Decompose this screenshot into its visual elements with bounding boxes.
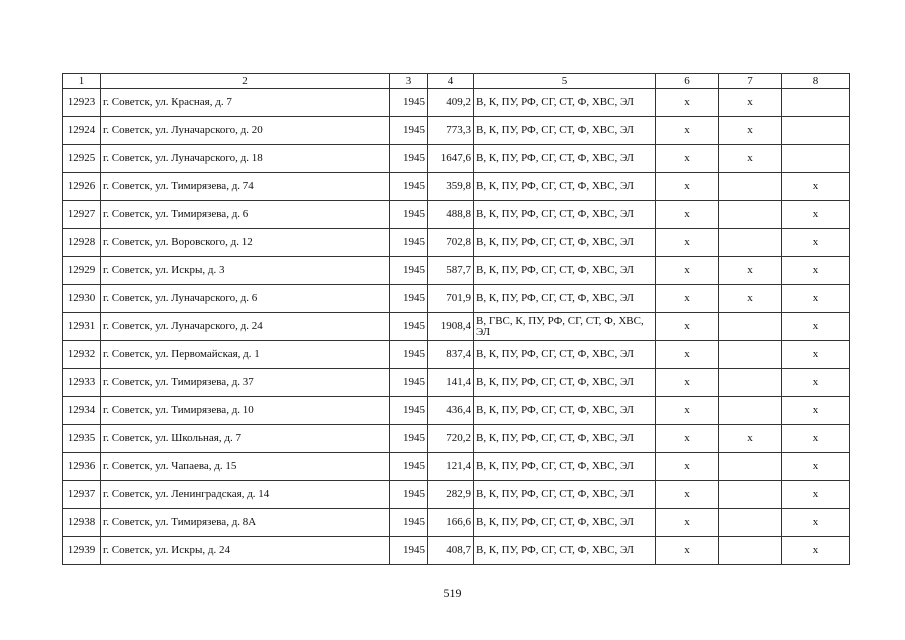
- cell-mark-8: x: [782, 285, 850, 313]
- cell-year: 1945: [390, 229, 428, 257]
- page-number: 519: [443, 586, 462, 600]
- cell-mark-6: x: [656, 341, 719, 369]
- cell-mark-7: [719, 229, 782, 257]
- cell-mark-8: [782, 145, 850, 173]
- header-col-2: 2: [101, 74, 390, 89]
- cell-address: г. Советск, ул. Школьная, д. 7: [101, 425, 390, 453]
- cell-mark-8: x: [782, 537, 850, 565]
- header-col-4: 4: [428, 74, 474, 89]
- cell-mark-7: x: [719, 145, 782, 173]
- cell-services: В, К, ПУ, РФ, СГ, СТ, Ф, ХВС, ЭЛ: [474, 369, 656, 397]
- cell-mark-8: x: [782, 481, 850, 509]
- table-row: [63, 425, 850, 453]
- cell-address: г. Советск, ул. Луначарского, д. 20: [101, 117, 390, 145]
- header-col-8: 8: [782, 74, 850, 89]
- cell-id: 12926: [63, 173, 101, 201]
- cell-area: 166,6: [428, 509, 474, 537]
- cell-year: 1945: [390, 341, 428, 369]
- cell-year: 1945: [390, 509, 428, 537]
- cell-id: 12930: [63, 285, 101, 313]
- cell-area: 141,4: [428, 369, 474, 397]
- header-col-6: 6: [656, 74, 719, 89]
- table-row: [63, 313, 850, 341]
- cell-mark-7: x: [719, 117, 782, 145]
- cell-area: 436,4: [428, 397, 474, 425]
- cell-id: 12925: [63, 145, 101, 173]
- cell-mark-8: x: [782, 509, 850, 537]
- table-row: [63, 145, 850, 173]
- cell-services: В, К, ПУ, РФ, СГ, СТ, Ф, ХВС, ЭЛ: [474, 201, 656, 229]
- cell-address: г. Советск, ул. Первомайская, д. 1: [101, 341, 390, 369]
- cell-year: 1945: [390, 481, 428, 509]
- cell-address: г. Советск, ул. Тимирязева, д. 37: [101, 369, 390, 397]
- cell-mark-7: [719, 313, 782, 341]
- cell-mark-8: x: [782, 229, 850, 257]
- cell-mark-8: x: [782, 453, 850, 481]
- cell-area: 121,4: [428, 453, 474, 481]
- table-row: [63, 397, 850, 425]
- header-col-7: 7: [719, 74, 782, 89]
- cell-area: 282,9: [428, 481, 474, 509]
- cell-mark-7: [719, 397, 782, 425]
- cell-services: В, К, ПУ, РФ, СГ, СТ, Ф, ХВС, ЭЛ: [474, 229, 656, 257]
- cell-mark-8: x: [782, 425, 850, 453]
- cell-id: 12932: [63, 341, 101, 369]
- cell-mark-6: x: [656, 397, 719, 425]
- cell-year: 1945: [390, 257, 428, 285]
- cell-year: 1945: [390, 313, 428, 341]
- cell-mark-7: x: [719, 285, 782, 313]
- cell-mark-7: [719, 369, 782, 397]
- cell-mark-6: x: [656, 145, 719, 173]
- cell-area: 702,8: [428, 229, 474, 257]
- cell-address: г. Советск, ул. Воровского, д. 12: [101, 229, 390, 257]
- table-row: [63, 201, 850, 229]
- cell-area: 1647,6: [428, 145, 474, 173]
- cell-services: В, К, ПУ, РФ, СГ, СТ, Ф, ХВС, ЭЛ: [474, 537, 656, 565]
- cell-mark-7: x: [719, 89, 782, 117]
- cell-area: 488,8: [428, 201, 474, 229]
- cell-mark-7: x: [719, 425, 782, 453]
- cell-mark-8: x: [782, 369, 850, 397]
- cell-year: 1945: [390, 369, 428, 397]
- cell-services: В, К, ПУ, РФ, СГ, СТ, Ф, ХВС, ЭЛ: [474, 257, 656, 285]
- table-row: [63, 285, 850, 313]
- cell-year: 1945: [390, 425, 428, 453]
- cell-year: 1945: [390, 117, 428, 145]
- cell-address: г. Советск, ул. Тимирязева, д. 10: [101, 397, 390, 425]
- cell-address: г. Советск, ул. Луначарского, д. 24: [101, 313, 390, 341]
- cell-id: 12935: [63, 425, 101, 453]
- cell-address: г. Советск, ул. Чапаева, д. 15: [101, 453, 390, 481]
- cell-mark-6: x: [656, 89, 719, 117]
- table-row: [63, 89, 850, 117]
- cell-year: 1945: [390, 285, 428, 313]
- cell-address: г. Советск, ул. Луначарского, д. 18: [101, 145, 390, 173]
- cell-services: В, К, ПУ, РФ, СГ, СТ, Ф, ХВС, ЭЛ: [474, 285, 656, 313]
- cell-services: В, К, ПУ, РФ, СГ, СТ, Ф, ХВС, ЭЛ: [474, 89, 656, 117]
- cell-services: В, К, ПУ, РФ, СГ, СТ, Ф, ХВС, ЭЛ: [474, 453, 656, 481]
- cell-address: г. Советск, ул. Красная, д. 7: [101, 89, 390, 117]
- cell-services: В, К, ПУ, РФ, СГ, СТ, Ф, ХВС, ЭЛ: [474, 173, 656, 201]
- cell-area: 773,3: [428, 117, 474, 145]
- cell-mark-6: x: [656, 285, 719, 313]
- cell-address: г. Советск, ул. Искры, д. 3: [101, 257, 390, 285]
- cell-id: 12923: [63, 89, 101, 117]
- cell-mark-6: x: [656, 117, 719, 145]
- cell-mark-7: [719, 341, 782, 369]
- cell-mark-8: x: [782, 341, 850, 369]
- cell-id: 12939: [63, 537, 101, 565]
- cell-address: г. Советск, ул. Искры, д. 24: [101, 537, 390, 565]
- cell-area: 587,7: [428, 257, 474, 285]
- table-row: [63, 229, 850, 257]
- cell-services: В, К, ПУ, РФ, СГ, СТ, Ф, ХВС, ЭЛ: [474, 425, 656, 453]
- cell-mark-6: x: [656, 229, 719, 257]
- cell-mark-6: x: [656, 509, 719, 537]
- table-row: [63, 341, 850, 369]
- table-body: [63, 89, 850, 565]
- cell-mark-8: x: [782, 397, 850, 425]
- table-row: [63, 453, 850, 481]
- cell-year: 1945: [390, 201, 428, 229]
- cell-mark-6: x: [656, 481, 719, 509]
- cell-area: 409,2: [428, 89, 474, 117]
- cell-mark-7: [719, 453, 782, 481]
- cell-id: 12924: [63, 117, 101, 145]
- cell-services: В, К, ПУ, РФ, СГ, СТ, Ф, ХВС, ЭЛ: [474, 509, 656, 537]
- cell-year: 1945: [390, 453, 428, 481]
- cell-id: 12938: [63, 509, 101, 537]
- cell-year: 1945: [390, 145, 428, 173]
- cell-mark-6: x: [656, 257, 719, 285]
- header-col-3: 3: [390, 74, 428, 89]
- cell-mark-7: [719, 509, 782, 537]
- header-col-5: 5: [474, 74, 656, 89]
- cell-year: 1945: [390, 397, 428, 425]
- header-col-1: 1: [63, 74, 101, 89]
- cell-address: г. Советск, ул. Тимирязева, д. 8А: [101, 509, 390, 537]
- header-row: [63, 74, 850, 89]
- cell-id: 12934: [63, 397, 101, 425]
- cell-mark-7: [719, 481, 782, 509]
- cell-area: 837,4: [428, 341, 474, 369]
- table-row: [63, 481, 850, 509]
- cell-address: г. Советск, ул. Ленинградская, д. 14: [101, 481, 390, 509]
- table-row: [63, 509, 850, 537]
- cell-address: г. Советск, ул. Луначарского, д. 6: [101, 285, 390, 313]
- cell-mark-7: [719, 537, 782, 565]
- cell-address: г. Советск, ул. Тимирязева, д. 6: [101, 201, 390, 229]
- cell-address: г. Советск, ул. Тимирязева, д. 74: [101, 173, 390, 201]
- table-row: [63, 537, 850, 565]
- cell-mark-8: x: [782, 313, 850, 341]
- cell-mark-6: x: [656, 453, 719, 481]
- table-row: [63, 173, 850, 201]
- cell-id: 12937: [63, 481, 101, 509]
- cell-services: В, К, ПУ, РФ, СГ, СТ, Ф, ХВС, ЭЛ: [474, 117, 656, 145]
- cell-mark-6: x: [656, 313, 719, 341]
- housing-table: [62, 73, 850, 565]
- cell-id: 12929: [63, 257, 101, 285]
- cell-area: 359,8: [428, 173, 474, 201]
- cell-year: 1945: [390, 537, 428, 565]
- cell-id: 12936: [63, 453, 101, 481]
- cell-year: 1945: [390, 173, 428, 201]
- cell-services: В, К, ПУ, РФ, СГ, СТ, Ф, ХВС, ЭЛ: [474, 481, 656, 509]
- cell-mark-6: x: [656, 369, 719, 397]
- cell-id: 12931: [63, 313, 101, 341]
- cell-services: В, К, ПУ, РФ, СГ, СТ, Ф, ХВС, ЭЛ: [474, 145, 656, 173]
- table-row: [63, 117, 850, 145]
- cell-area: 408,7: [428, 537, 474, 565]
- cell-mark-7: x: [719, 257, 782, 285]
- cell-area: 1908,4: [428, 313, 474, 341]
- table-row: [63, 369, 850, 397]
- cell-area: 720,2: [428, 425, 474, 453]
- cell-mark-6: x: [656, 425, 719, 453]
- cell-mark-6: x: [656, 201, 719, 229]
- cell-mark-8: x: [782, 257, 850, 285]
- cell-mark-8: [782, 117, 850, 145]
- cell-mark-7: [719, 173, 782, 201]
- cell-services: В, К, ПУ, РФ, СГ, СТ, Ф, ХВС, ЭЛ: [474, 341, 656, 369]
- table-row: [63, 257, 850, 285]
- cell-mark-6: x: [656, 537, 719, 565]
- cell-mark-8: [782, 89, 850, 117]
- cell-mark-8: x: [782, 173, 850, 201]
- cell-mark-6: x: [656, 173, 719, 201]
- cell-services: В, К, ПУ, РФ, СГ, СТ, Ф, ХВС, ЭЛ: [474, 397, 656, 425]
- cell-id: 12928: [63, 229, 101, 257]
- cell-mark-8: x: [782, 201, 850, 229]
- cell-mark-7: [719, 201, 782, 229]
- cell-area: 701,9: [428, 285, 474, 313]
- cell-id: 12927: [63, 201, 101, 229]
- cell-services: В, ГВС, К, ПУ, РФ, СГ, СТ, Ф, ХВС, ЭЛ: [474, 313, 656, 341]
- cell-year: 1945: [390, 89, 428, 117]
- cell-id: 12933: [63, 369, 101, 397]
